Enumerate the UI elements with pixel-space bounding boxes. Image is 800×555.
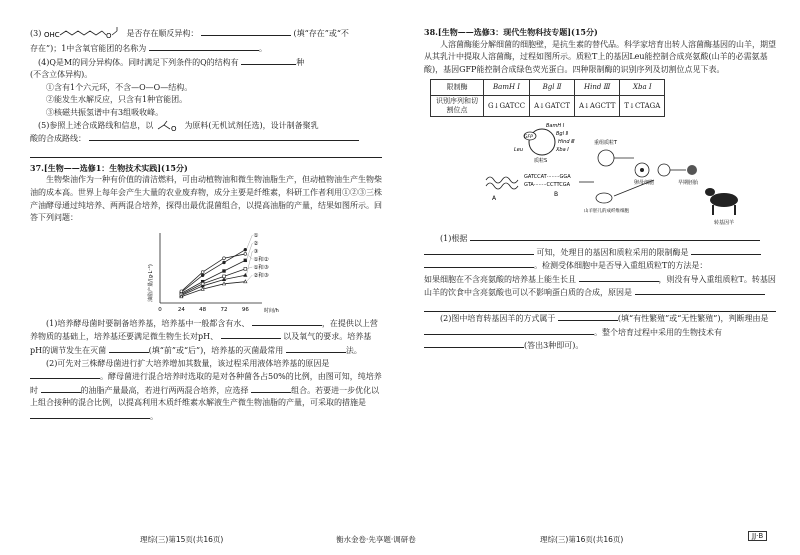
q36-4: (4)Q是M的同分异构体。同时满足下列条件的Q的结构有 种: [38, 57, 305, 67]
q37-2: (2)可先对三株酵母菌进行扩大培养增加其数量，该过程采用液体培养基的原因是 。酵母菌进行混合培养时选取的是对各种菌各占50%的比例，由图可知，纯培养时 的油脂产量最高，若进行两两混合培养，应选择 组合。若要进一步优化以上组合接种的混合比例，以提高利用木质纤维素水解液生产微生物油脂的产量，可采取的措施是 。: [30, 358, 382, 421]
y-axis-label: 油脂产量/(g·L⁻¹): [148, 263, 154, 302]
condition-2: ②能发生水解反应，只含有1种官能团。: [46, 95, 188, 105]
goat-label: 转基因羊: [714, 219, 735, 226]
legend-entry: ①和②: [253, 256, 269, 263]
answer-blank[interactable]: [470, 232, 760, 241]
sequence-top: GATCCAT········GGA: [524, 173, 571, 180]
table-row: [431, 95, 665, 116]
data-point: [201, 287, 204, 290]
fibroblast-icon: [596, 193, 612, 203]
answer-blank[interactable]: [41, 384, 81, 393]
answer-blank[interactable]: [579, 273, 659, 282]
q38-1: (1)根据: [424, 232, 776, 246]
answer-blank[interactable]: [30, 410, 150, 419]
q36-5: (5)参照上述合成路线和信息，以 O 为原料(无机试剂任选)，设计制备聚乳: [38, 120, 319, 132]
answer-blank[interactable]: [149, 42, 259, 51]
answer-blank[interactable]: [251, 384, 291, 393]
data-point: [223, 275, 226, 278]
answer-line[interactable]: [30, 146, 382, 158]
table-cell: Bgl Ⅱ: [530, 80, 575, 96]
fibroblast-label: 山羊胚儿的成纤维细胞: [584, 208, 629, 214]
x-axis-label: 时间/h: [264, 307, 279, 314]
x-tick-label: 96: [241, 306, 249, 313]
q38-title: 38.[生物——选修3：现代生物科技专题](15分): [424, 27, 598, 37]
bgl-label: Bgl Ⅱ: [556, 130, 569, 137]
answer-blank[interactable]: [424, 326, 594, 335]
hind-label: Hind Ⅲ: [558, 138, 575, 145]
legend-leader: [246, 243, 252, 260]
data-point: [244, 248, 247, 251]
answer-blank[interactable]: [252, 317, 322, 326]
legend-entry: ②和③: [253, 272, 269, 279]
legend-leader: [246, 235, 252, 250]
table-cell: 限制酶: [431, 80, 484, 96]
data-point: [244, 259, 247, 262]
table-cell: Hind Ⅲ: [575, 80, 620, 96]
restriction-enzyme-table: [430, 79, 665, 117]
data-point: [223, 261, 226, 264]
answer-blank[interactable]: [30, 370, 100, 379]
answer-blank[interactable]: [424, 246, 534, 255]
table-cell: 识别序列和切割位点: [431, 95, 484, 116]
table-cell: T↓CTAGA: [620, 95, 665, 116]
table-cell: G↓GATCC: [484, 95, 530, 116]
answer-blank[interactable]: [109, 344, 149, 353]
answer-blank[interactable]: [201, 27, 291, 36]
data-point: [201, 282, 204, 285]
q38-2: (2)图中培育转基因羊的方式属于 (填“有性繁殖”或“无性繁殖”)，判断理由是 。整个培育过程中采用的生物技术有 (答出3种即可)。: [424, 312, 776, 353]
x-tick-label: 72: [220, 306, 228, 313]
fragment-b-label: B: [554, 190, 559, 198]
series-line: [181, 275, 245, 295]
answer-line[interactable]: [424, 300, 776, 312]
svg-text:OHC: OHC: [43, 31, 60, 39]
footer-mid: 衡水金卷·先享题·调研卷: [336, 535, 416, 544]
answer-blank[interactable]: [635, 286, 765, 295]
q38-passage: 人溶菌酶能分解细菌的细胞壁，是抗生素的替代品。科学家培育出转人溶菌酶基因的山羊，期望从其乳汁中提取人溶菌酶，过程如图所示。质粒T上的基因Leu能控制合成亮氨酸(山羊的必需氨基酸)，基因GFP能控制合成绿色荧光蛋白。四种限制酶的识别序列及切割位点见下表。: [424, 39, 776, 74]
legend-leader: [246, 267, 252, 269]
transgenic-goat-diagram: [424, 120, 776, 232]
data-point: [244, 267, 247, 270]
data-point: [222, 282, 225, 285]
leu-label: Leu: [514, 146, 524, 153]
answer-blank[interactable]: [691, 246, 761, 255]
answer-blank[interactable]: [241, 56, 296, 65]
series-line: [181, 281, 245, 296]
data-point: [223, 257, 226, 260]
x-tick-label: 0: [158, 306, 162, 313]
x-tick-label: 24: [177, 306, 185, 313]
svg-text:O: O: [170, 124, 177, 132]
table-header-row: [431, 80, 665, 96]
table-cell: A↓GATCT: [530, 95, 575, 116]
table-cell: BamH Ⅰ: [484, 80, 530, 96]
sequence-bottom: GTA········CCTTCGA: [524, 181, 570, 188]
transgenic-goat-icon: [705, 188, 738, 215]
data-point: [201, 274, 204, 277]
data-point: [222, 277, 225, 280]
oil-yield-chart: [30, 225, 382, 317]
fragment-a-label: A: [492, 194, 497, 202]
answer-blank[interactable]: [424, 259, 534, 268]
answer-blank[interactable]: [424, 339, 524, 348]
answer-blank[interactable]: [89, 132, 359, 141]
xba-label: Xba Ⅰ: [556, 146, 569, 153]
epoxide-structure-icon: [156, 120, 182, 132]
data-point: [180, 290, 183, 293]
left-column: (3) OHC O 是否存在顺反异构： (填“存在”或“不 存在”)；1中含氧官能团的名称为 。 (4)Q是M的同分异构体。同时满足下列条件的Q的结构有 种 (不含立体异构)。 ①含有1个六元环，不含—O—O—结构。 ②能发生水解反应，只含有1种官能团。 ③核磁共振氢谱中有3组吸收峰。 (5)参照上述合成路线和信息，以 O 为原料(无机试剂任选)，设计制备聚乳 酸的合成路线： 37.[生物——选修1：生物技术实践](15分) 生物柴油作为一种有价值的清洁燃料，可由动植物油和微生物油脂生产，但动植物油生产生物柴油的成本高。世界上每年会产生大量的农业废弃物，成分主要是纤维素，科研工作者利用①②③三株产油酵母通过纯培养、两两混合培养，探得出最优混菌组合，以提高油脂的产量，结果如图所示。回答下列问题： 油脂产量/(g·L⁻¹) 时间/h 0 24 48 72 96 ① ② ③ ①和② ①和③ ②和③ (1)培养酵母菌时要制备培养基，培养基中一般都含有水、 ，在提供以上营养物质的基础上，培养基还要满足微生物生长对pH、 以及氧气的要求。培养基pH的调节发生在灭菌 (填“前”或“后”)，培养基的灭菌最常用 法。 (2)可先对三株酵母菌进行扩大培养增加其数量，该过程采用液体培养基的原因是 。酵母菌进行混合培养时选取的是对各种菌各占50%的比例，由图可知，纯培养时 的油脂产量最高，若进行两两混合培养，应选择 组合。若要进一步优化以上组合接种的混合比例，以提高利用木质纤维素水解液生产微生物油脂的产量，可采取的措施是 。: [30, 26, 382, 423]
footer-tag: JJ·B: [748, 531, 767, 541]
fused-cell-icon: [658, 164, 670, 176]
table-cell: Xba Ⅰ: [620, 80, 665, 96]
answer-blank[interactable]: [286, 344, 346, 353]
ester-structure-icon: [44, 26, 124, 42]
legend-entry: ③: [253, 248, 259, 255]
answer-blank[interactable]: [221, 330, 281, 339]
plasmid-label: 质粒S: [534, 157, 548, 164]
q36-3: (3) OHC O 是否存在顺反异构： (填“存在”或“不: [30, 26, 382, 42]
condition-1: ①含有1个六元环，不含—O—O—结构。: [46, 82, 193, 92]
svg-text:O: O: [105, 32, 112, 40]
condition-3: ③核磁共振氢谱中有3组吸收峰。: [46, 107, 164, 117]
data-point: [244, 252, 247, 255]
legend-entry: ②: [253, 240, 259, 247]
x-tick-label: 48: [199, 306, 207, 313]
data-point: [201, 270, 204, 273]
gfp-label: GFP: [524, 134, 533, 140]
early-embryo-icon: [687, 165, 697, 175]
series-line: [181, 269, 245, 295]
answer-blank[interactable]: [558, 312, 618, 321]
egg-label: 卵母细胞: [634, 179, 655, 186]
legend-entry: ①和③: [253, 264, 269, 271]
q37-title: 37.[生物——选修1：生物技术实践](15分): [30, 162, 188, 173]
footer-right: 理综(三)第16页(共16页): [540, 535, 624, 544]
bamh-label: BamH Ⅰ: [546, 122, 565, 129]
recombinant-label: 重组质粒T: [594, 139, 618, 146]
q37-1: (1)培养酵母菌时要制备培养基，培养基中一般都含有水、 ，在提供以上营养物质的基础上，培养基还要满足微生物生长对pH、 以及氧气的要求。培养基pH的调节发生在灭菌 (填“前”或“后”)，培养基的灭菌最常用 法。: [30, 318, 378, 355]
legend-leader: [246, 275, 252, 282]
data-point: [223, 269, 226, 272]
q37-passage: 生物柴油作为一种有价值的清洁燃料，可由动植物油和微生物油脂生产，但动植物油生产生物柴油的成本高。世界上每年会产生大量的农业废弃物，成分主要是纤维素，科研工作者利用①②③三株产油酵母通过纯培养、两两混合培养，探得出最优混菌组合，以提高油脂的产量，结果如图所示。回答下列问题：: [30, 175, 382, 223]
footer-left: 理综(三)第15页(共16页): [140, 535, 224, 544]
legend-entry: ①: [253, 232, 259, 239]
dna-a-icon: [486, 177, 518, 183]
recombinant-plasmid-icon: [598, 150, 614, 166]
early-embryo-label: 早期胚胎: [678, 179, 699, 186]
right-column: 38.[生物——选修3：现代生物科技专题](15分) 人溶菌酶能分解细菌的细胞壁，是抗生素的替代品。科学家培育出转人溶菌酶基因的山羊，期望从其乳汁中提取人溶菌酶，过程如图所示。质粒T上的基因Leu能控制合成亮氨酸(山羊的必需氨基酸)，基因GFP能控制合成绿色荧光蛋白。四种限制酶的识别序列及切割位点见下表。 限制酶 BamH Ⅰ Bgl Ⅱ Hind Ⅲ Xba Ⅰ 识别序列和切割位点 G↓GATCC A↓GATCT A↓AGCTT T↓CTAGA GFP Leu BamH Ⅰ Bgl Ⅱ Hind Ⅲ Xba Ⅰ 质粒S A GATCCAT········GGA GTA········CCTTCGA B 重组质粒T 卵母细胞 山羊胚儿的成纤维细胞 早期胚胎 转基因羊 (1)根据 可知，处理目的基因和质粒采用的限制酶是 。检测受体细胞中是否导入重组质粒T的方法是： 如果细胞在不含亮氨酸的培养基上能生长且 ，则没有导入重组质粒T。转基因山羊的饮食中含亮氨酸也可以不影响蛋白质的合成，原因是 (2)图中培育转基因羊的方式属于 (填“有性繁殖”或“无性繁殖”)，判断理由是 。整个培育过程中采用的生物技术有 (答出3种即可)。: [424, 26, 776, 353]
table-cell: A↓AGCTT: [575, 95, 620, 116]
